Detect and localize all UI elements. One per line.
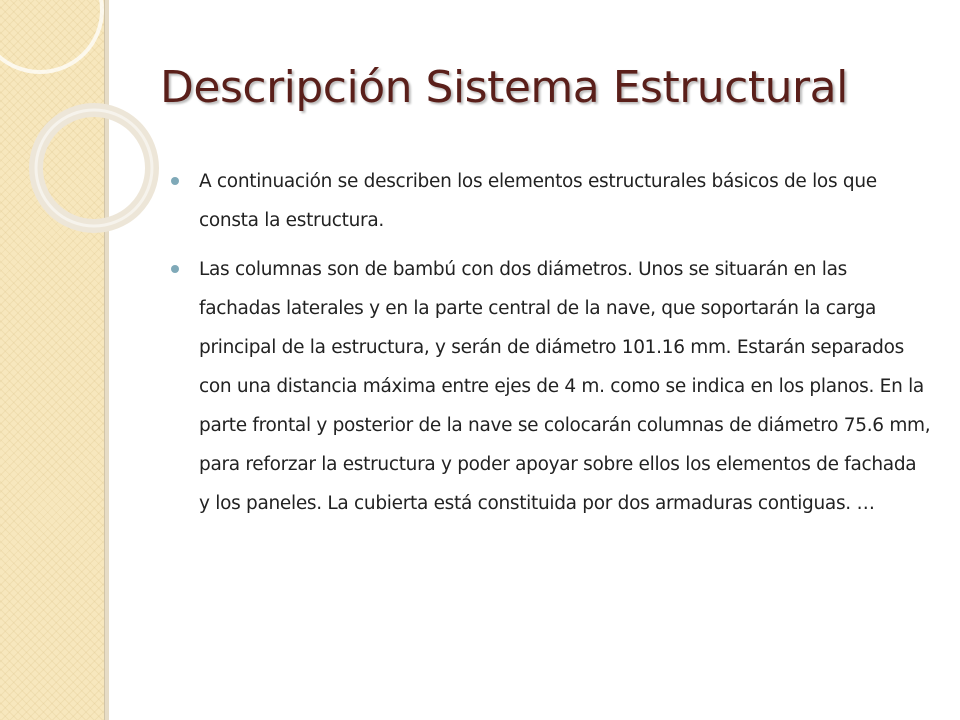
- bullet-list: [162, 162, 932, 533]
- bullet-icon: [171, 265, 179, 273]
- decorative-circles: [0, 0, 160, 260]
- bullet-icon: [171, 177, 179, 185]
- bullet-text: Las columnas son de bambú con dos diámetros. Unos se situarán en las fachadas laterales y en la parte central de la nave, que soportarán la carga principal de la estructura, y serán de diámetro 101.16 mm. Estarán separados con una distancia máxima entre ejes de 4 m. como se indica en los planos. En la parte frontal y posterior de la nave se colocarán columnas de diámetro 75.6 mm, para reforzar la estructura y poder apoyar sobre ellos los elementos de fachada y los paneles. La cubierta está constituida por dos armaduras contiguas. …: [199, 259, 931, 514]
- list-item: [162, 250, 932, 523]
- bullet-text: A continuación se describen los elementos estructurales básicos de los que consta la estructura.: [199, 171, 877, 231]
- list-item: [162, 162, 932, 240]
- slide-title: Descripción Sistema Estructural: [160, 62, 848, 113]
